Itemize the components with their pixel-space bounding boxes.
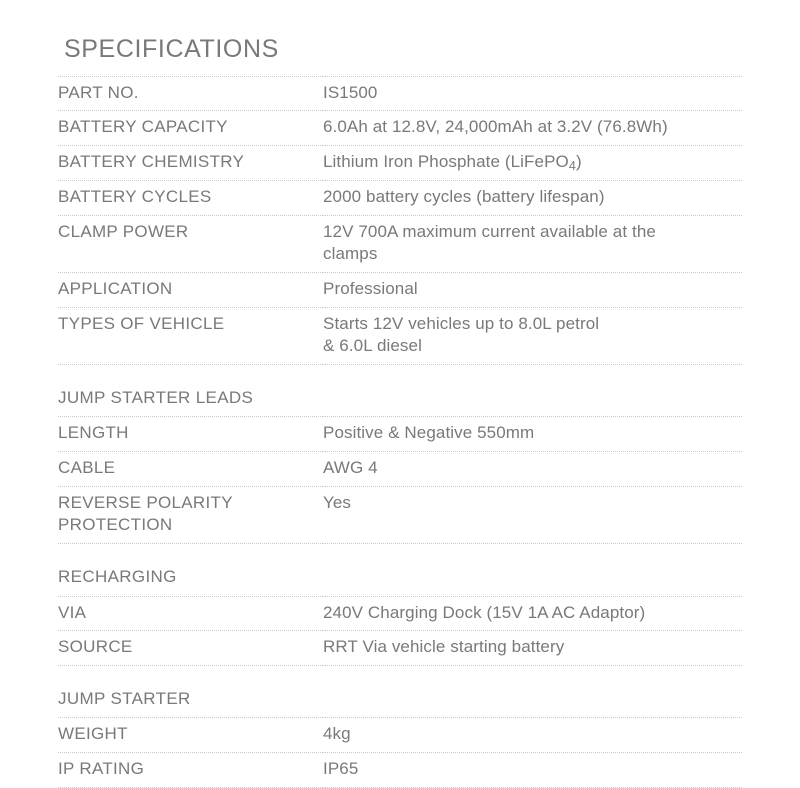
row-value [323, 307, 742, 364]
row-label-line1: REVERSE POLARITY [58, 492, 233, 512]
row-label: BATTERY CYCLES [58, 187, 212, 207]
table-row [58, 631, 742, 666]
section-heading-row [58, 665, 742, 718]
row-label: LENGTH [58, 423, 129, 443]
table-row [58, 145, 742, 180]
row-label: PART NO. [58, 82, 139, 102]
section-heading: JUMP STARTER LEADS [58, 387, 254, 407]
row-value: 4kg [323, 724, 351, 744]
row-value: Professional [323, 279, 418, 299]
table-row [58, 76, 742, 111]
row-value: Yes [323, 492, 352, 512]
table-row [58, 596, 742, 631]
table-row [58, 486, 742, 543]
table-row [58, 417, 742, 452]
table-row [58, 452, 742, 487]
row-value-text: Starts 12V vehicles up to 8.0L petrol [323, 313, 600, 333]
row-value-tail: ) [575, 151, 582, 171]
row-label: CABLE [58, 458, 116, 478]
table-row [58, 307, 742, 364]
section-heading: JUMP STARTER [58, 688, 191, 708]
row-label: BATTERY CAPACITY [58, 117, 228, 137]
row-label: IP RATING [58, 758, 145, 778]
row-value [323, 145, 742, 180]
row-value: 240V Charging Dock (15V 1A AC Adaptor) [323, 602, 646, 622]
row-value: Positive & Negative 550mm [323, 423, 535, 443]
row-label: WEIGHT [58, 724, 128, 744]
table-row [58, 718, 742, 753]
section-heading: RECHARGING [58, 566, 177, 586]
table-row [58, 273, 742, 308]
row-label: SOURCE [58, 637, 133, 657]
row-label [58, 486, 323, 543]
table-row [58, 752, 742, 787]
row-label: CLAMP POWER [58, 221, 189, 241]
page-title: SPECIFICATIONS [64, 35, 279, 63]
section-heading-row [58, 364, 742, 417]
specifications-table [58, 76, 742, 788]
table-row [58, 111, 742, 146]
row-value-text: 12V 700A maximum current available at the [323, 221, 656, 241]
row-value: RRT Via vehicle starting battery [323, 637, 565, 657]
row-label: VIA [58, 602, 87, 622]
row-label: APPLICATION [58, 279, 173, 299]
row-value: AWG 4 [323, 458, 378, 478]
section-heading-row [58, 543, 742, 596]
row-value-subscript: 4 [568, 158, 576, 173]
table-row [58, 181, 742, 216]
row-value: IS1500 [323, 82, 378, 102]
row-label: BATTERY CHEMISTRY [58, 151, 245, 171]
row-label-line2: PROTECTION [58, 515, 173, 535]
row-value: IP65 [323, 758, 359, 778]
row-value-line2: clamps [323, 244, 378, 264]
row-label: TYPES OF VEHICLE [58, 313, 225, 333]
row-value: 2000 battery cycles (battery lifespan) [323, 187, 605, 207]
row-value: 6.0Ah at 12.8V, 24,000mAh at 3.2V (76.8Wh) [323, 117, 668, 137]
row-value-text: Lithium Iron Phosphate (LiFePO [323, 151, 569, 171]
row-value [323, 215, 742, 272]
row-value-line2: & 6.0L diesel [323, 336, 422, 356]
table-row [58, 215, 742, 272]
